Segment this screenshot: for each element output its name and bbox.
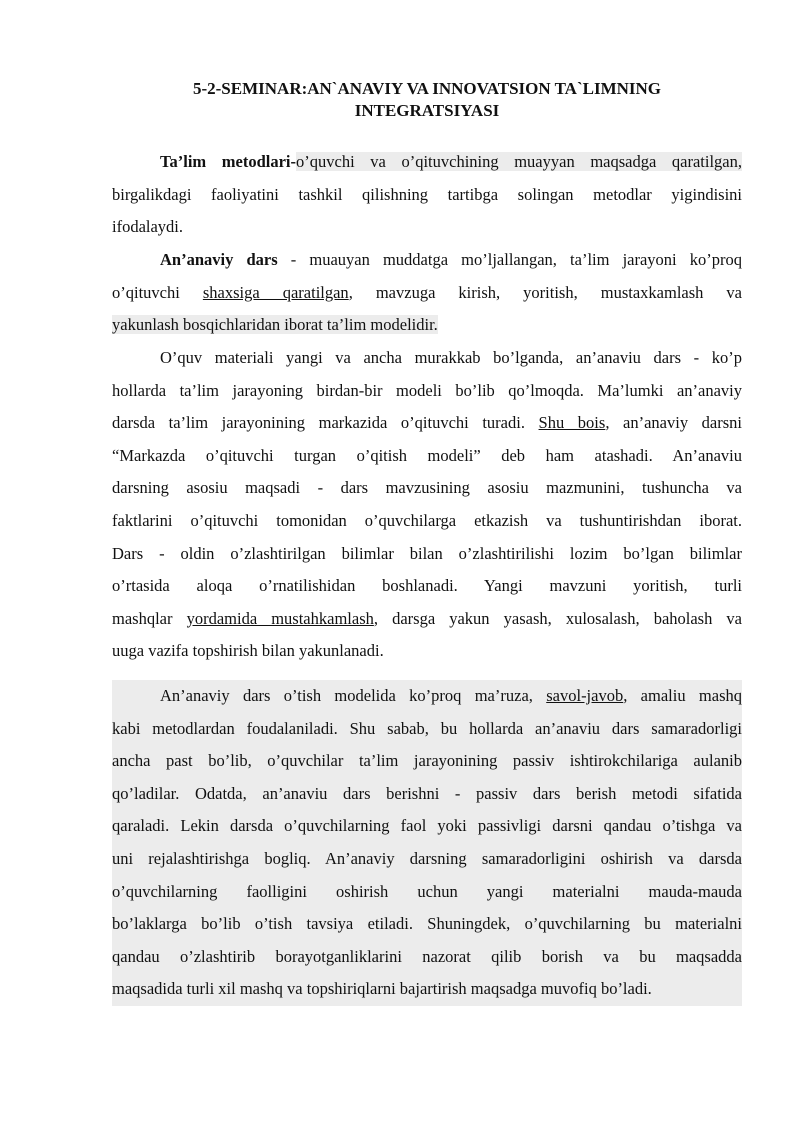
text-line: maqsadida turli xil mashq va topshiriqlarni bajartirish maqsadga muvofiq bo’ladi.: [112, 979, 652, 999]
text-line: kabi metodlardan foudalaniladi. Shu sabab, bu hollarda an’anaviu dars samaradorligi: [112, 718, 742, 738]
paragraph-talim-metodlari: [112, 146, 742, 244]
text-line: o’rtasida aloqa o’rnatilishidan boshlanadi. Yangi mavzuni yoritish, turli: [112, 576, 742, 596]
text-line: Ta’lim metodlari-o’quvchi va o’qituvchining muayyan maqsadga qaratilgan,: [160, 152, 743, 171]
text-line: darsda ta’lim jarayonining markazida o’qituvchi turadi. Shu bois, an’anaviy darsni: [112, 413, 743, 433]
text-line: hollarda ta’lim jarayoning birdan-bir modeli bo’lib qo’lmoqda. Ma’lumki an’anaviy: [112, 380, 742, 400]
text-line: o’qituvchi shaxsiga qaratilgan, mavzuga kirish, yoritish, mustaxkamlash va: [112, 282, 742, 302]
text-line: ifodalaydi.: [112, 217, 184, 237]
text-line: An’anaviy dars - muauyan muddatga mo’ljallangan, ta’lim jarayoni ko’proq: [160, 250, 742, 269]
text-line: qandau o’zlashtirib borayotganliklarini nazorat qilib borish va bu maqsadda: [112, 946, 742, 966]
title-line-1: 5-2-SEMINAR:AN`ANAVIY VA INNOVATSION TA`LIMNING: [192, 79, 662, 98]
text-line: uuga vazifa topshirish bilan yakunlanadi.: [112, 641, 384, 661]
term-ananaviy-dars: An’anaviy dars: [160, 250, 278, 269]
text-line: Dars - oldin o’zlashtirilgan bilimlar bilan o’zlashtirilishi lozim bo’lgan bilimlar: [112, 543, 742, 563]
text-line: o’quvchilarning faolligini oshirish uchun yangi materialni mauda-mauda: [112, 881, 742, 901]
text-line: qo’ladilar. Odatda, an’anaviu dars berishni - passiv dars berish metodi sifatida: [112, 783, 742, 803]
text-line: bo’laklarga bo’lib o’tish tavsiya etiladi. Shuningdek, o’quvchilarning bu materialni: [112, 914, 742, 934]
text-line: uni rejalashtirishga bogliq. An’anaviy darsning samaradorligini oshirish va darsda: [112, 848, 742, 868]
text-line: faktlarini o’qituvchi tomonidan o’quvchilarga etkazish va tushuntirishdan iborat.: [112, 510, 742, 530]
text-line: birgalikdagi faoliyatini tashkil qilishning tartibga solingan metodlar yigindisini: [112, 184, 742, 204]
text-line: qaraladi. Lekin darsda o’quvchilarning faol yoki passivligi darsni qandau o’tishga va: [112, 816, 742, 836]
link-savol-javob[interactable]: savol-javob: [546, 686, 624, 705]
paragraph-ananaviy-dars: [112, 244, 742, 342]
link-yordamida-mustahkamlash[interactable]: yordamida mustahkamlash: [186, 608, 374, 628]
text-line: darsning asosiu maqsadi - dars mavzusining asosiu mazmunini, tushuncha va: [112, 478, 742, 498]
paragraph-oquv-materiali: [112, 342, 742, 668]
text-line: An’anaviy dars o’tish modelida ko’proq ma’ruza, savol-javob, amaliu mashq: [160, 686, 742, 705]
text-line: yakunlash bosqichlaridan iborat ta’lim modelidir.: [112, 315, 438, 335]
link-shaxsiga-qaratilgan[interactable]: shaxsiga qaratilgan: [202, 282, 349, 302]
link-shu-bois[interactable]: Shu bois: [538, 413, 606, 433]
text-line: mashqlar yordamida mustahkamlash, darsga yakun yasash, xulosalash, baholash va: [112, 608, 743, 628]
term-talim-metodlari: Ta’lim metodlari-: [160, 152, 296, 171]
text-line: “Markazda o’qituvchi turgan o’qitish modeli” deb ham atashadi. An’anaviu: [112, 445, 742, 465]
paragraph-ananaviy-dars-otish: [112, 680, 742, 1006]
text-line: O’quv materiali yangi va ancha murakkab bo’lganda, an’anaviu dars - ko’p: [160, 348, 742, 367]
page-title: [112, 78, 742, 122]
title-line-2: INTEGRATSIYASI: [354, 101, 500, 120]
text-line: ancha past bo’lib, o’quvchilar ta’lim jarayonining passiv ishtirokchilariga aulanib: [112, 751, 742, 771]
